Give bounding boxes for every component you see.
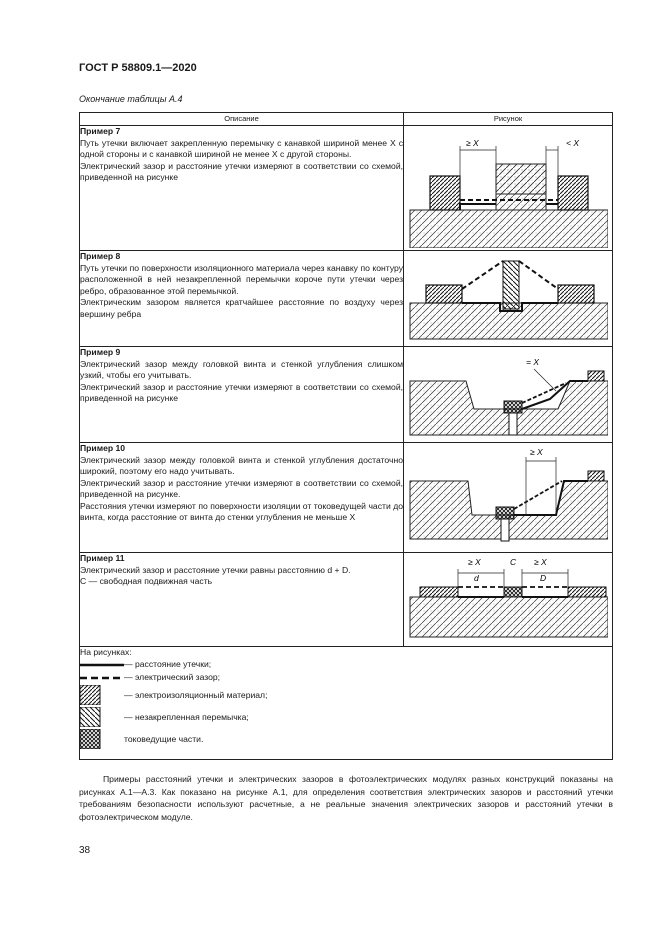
example-title: Пример 7 bbox=[80, 126, 121, 136]
description-text: Электрический зазор между головкой винта и стенкой углубления слишком узкий, чтобы его учитывать. bbox=[80, 358, 404, 380]
legend-item: — электрический зазор; bbox=[80, 671, 612, 684]
dim-label: = X bbox=[526, 357, 539, 367]
row-description bbox=[80, 251, 404, 347]
row-figure bbox=[404, 443, 613, 553]
legend bbox=[80, 647, 613, 760]
conductive-hatch-icon bbox=[80, 729, 124, 749]
page-number: 38 bbox=[79, 845, 91, 856]
row-description bbox=[80, 126, 404, 251]
legend-item: — незакрепленная перемычка; bbox=[80, 706, 612, 728]
table-row bbox=[80, 443, 613, 553]
column-header-description: Описание bbox=[80, 113, 404, 126]
column-header-figure: Рисунок bbox=[404, 113, 613, 126]
clearance-line-icon bbox=[80, 674, 124, 682]
dim-label: < X bbox=[566, 138, 579, 148]
legend-item: — электроизоляционный материал; bbox=[80, 684, 612, 706]
table-header-row bbox=[80, 113, 613, 126]
description-text: Путь утечки по поверхности изоляционного материала через канавку по контуру расположенной в ней незакрепленной перемычки короче пути утечки через ребро, образованное этой перемычкой. bbox=[80, 262, 404, 296]
description-text: Электрическим зазором является кратчайшее расстояние по воздуху через вершину ребра bbox=[80, 297, 404, 319]
description-text: Расстояния утечки измеряют по поверхности изоляции от токоведущей части до винта, когда расстояние от винта до стенки углубления не меньше X bbox=[80, 500, 404, 522]
table-caption: Окончание таблицы А.4 bbox=[79, 94, 183, 104]
row-description bbox=[80, 553, 404, 647]
example-title: Пример 8 bbox=[80, 251, 121, 261]
dim-label: ≥ X bbox=[530, 447, 543, 457]
description-text: Электрический зазор и расстояние утечки равны расстоянию d + D. bbox=[80, 564, 351, 575]
figure-example-8 bbox=[408, 251, 608, 343]
legend-row bbox=[80, 647, 613, 760]
row-figure bbox=[404, 347, 613, 443]
dim-label: ≥ X bbox=[466, 138, 479, 148]
row-figure bbox=[404, 251, 613, 347]
examples-table bbox=[79, 112, 613, 760]
creepage-line-icon bbox=[80, 661, 124, 669]
dim-label: ≥ X bbox=[534, 557, 547, 567]
insulation-hatch-icon bbox=[80, 685, 124, 705]
figure-example-7 bbox=[408, 126, 608, 248]
row-description bbox=[80, 347, 404, 443]
table-row bbox=[80, 126, 613, 251]
description-text: Электрический зазор и расстояние утечки измеряют в соответствии со схемой, приведенной на рисунке bbox=[80, 160, 404, 182]
document-header: ГОСТ Р 58809.1—2020 bbox=[79, 62, 197, 74]
description-text: Путь утечки включает закрепленную перемычку с канавкой шириной менее X с одной стороны и с канавкой шириной не менее X с другой стороны. bbox=[80, 137, 404, 159]
row-figure bbox=[404, 553, 613, 647]
bridge-hatch-icon bbox=[80, 707, 124, 727]
description-text: Электрический зазор и расстояние утечки измеряют в соответствии со схемой, приведенной на рисунке. bbox=[80, 477, 404, 499]
description-text: Электрический зазор и расстояние утечки измеряют в соответствии со схемой, приведенной на рисунке bbox=[80, 381, 404, 403]
legend-intro: На рисунках: bbox=[80, 647, 132, 657]
figure-example-9 bbox=[408, 347, 608, 439]
example-title: Пример 11 bbox=[80, 553, 125, 563]
table-row bbox=[80, 553, 613, 647]
description-text: C — свободная подвижная часть bbox=[80, 576, 213, 586]
row-description bbox=[80, 443, 404, 553]
body-paragraph: Примеры расстояний утечки и электрических зазоров в фотоэлектрических модулях разных конструкций показаны на рисунках А.1—А.3. Как показано на рисунке А.1, для определения соответствия электрических зазоров и расстояний утечки требованиям безопасности используют расчетные, а не реальные значения электрических зазоров и расстояний утечки в фотоэлектрическом модуле. bbox=[79, 774, 613, 822]
example-title: Пример 9 bbox=[80, 347, 121, 357]
figure-example-11 bbox=[408, 553, 608, 643]
dim-label: D bbox=[540, 573, 547, 583]
table-row bbox=[80, 251, 613, 347]
description-text: Электрический зазор между головкой винта и стенкой углубления достаточно широкий, поэтому его надо учитывать. bbox=[80, 454, 404, 476]
example-title: Пример 10 bbox=[80, 443, 126, 453]
dim-label: C bbox=[510, 557, 517, 567]
table-row bbox=[80, 347, 613, 443]
dim-label: d bbox=[474, 573, 479, 583]
legend-item: токоведущие части. bbox=[80, 728, 612, 750]
figure-example-10 bbox=[408, 443, 608, 549]
legend-item: — расстояние утечки; bbox=[80, 658, 612, 671]
dim-label: ≥ X bbox=[468, 557, 481, 567]
row-figure bbox=[404, 126, 613, 251]
